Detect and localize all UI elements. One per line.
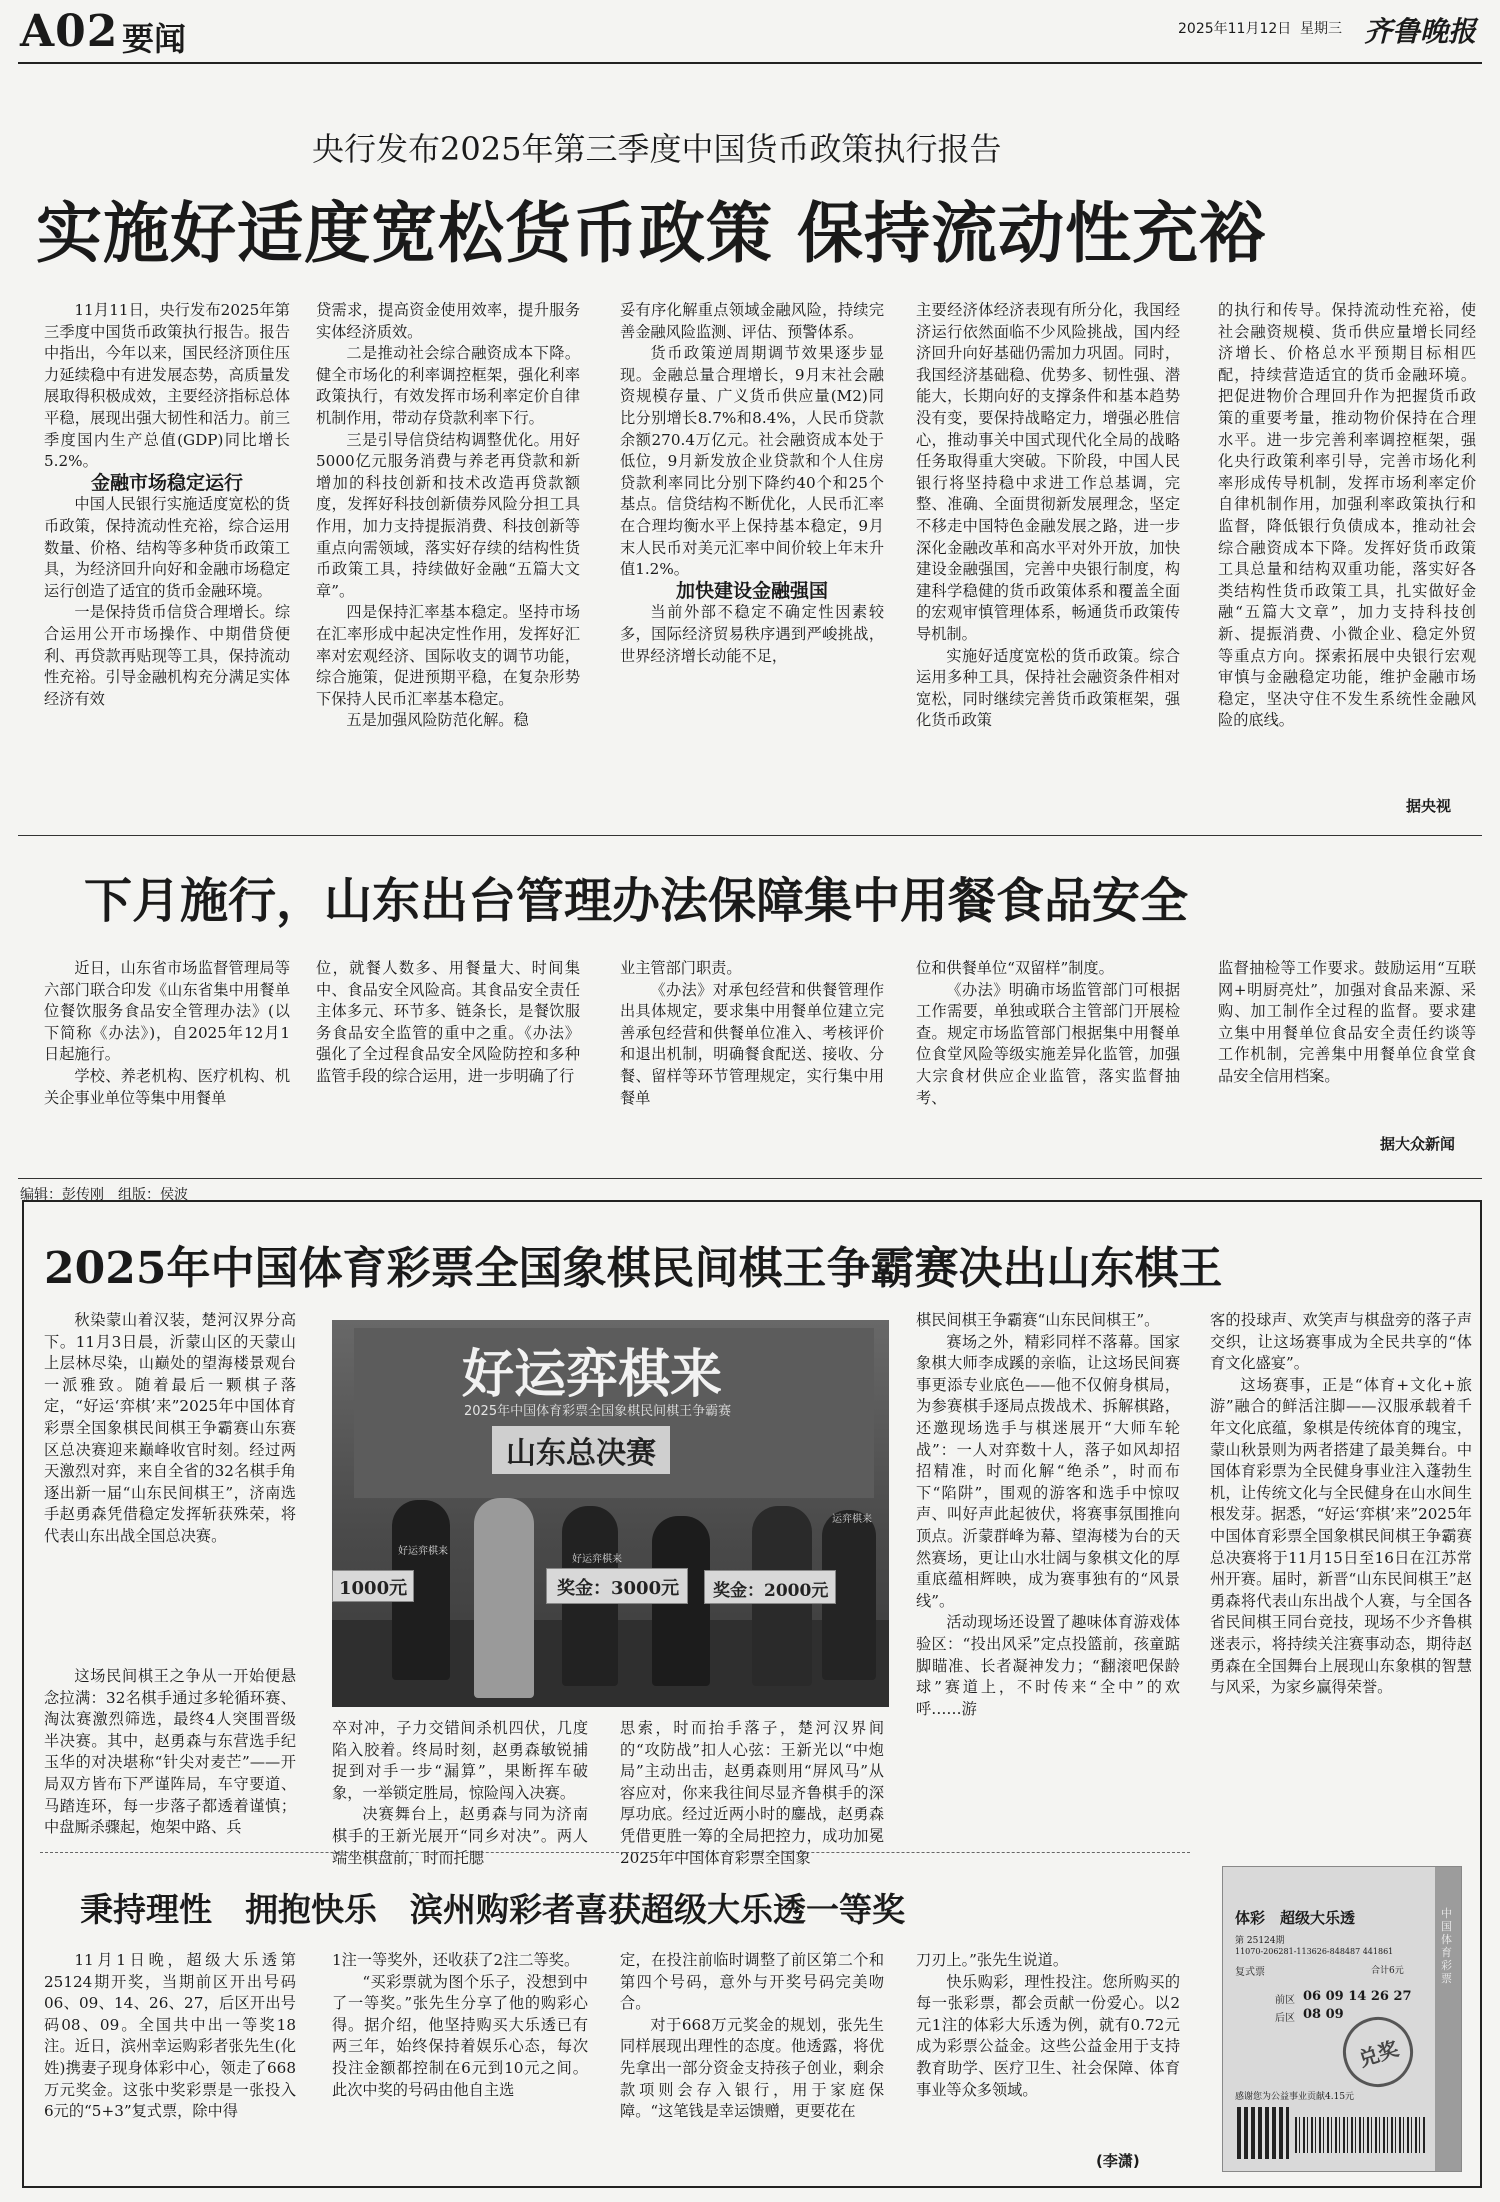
paragraph: 贷需求，提高资金使用效率，提升服务实体经济质效。 (316, 301, 580, 341)
prize-board (332, 1570, 414, 1602)
article1-col4 (916, 300, 1180, 820)
article2-col5 (1218, 958, 1476, 1158)
paragraph: 定，在投注前临时调整了前区第二个和第四个号码，意外与开奖号码完美吻合。 (620, 1951, 884, 2013)
article2-col3 (620, 958, 884, 1158)
paragraph: 棋民间棋王争霸赛“山东民间棋王”。 (916, 1311, 1160, 1329)
article1-col2 (316, 300, 580, 820)
paragraph: 对于668万元奖金的规划，张先生同样展现出理性的态度。他透露，将优先拿出一部分资金支持孩子创业，剩余款项则会存入银行，用于家庭保障。“这笔钱是幸运馈赠，更要花在 (620, 2015, 884, 2121)
paragraph: 赛场之外，精彩同样不落幕。国家象棋大师李成蹊的亲临，让这场民间赛事更添专业底色——他不仅俯身棋局，为参赛棋手逐局点拨战术、拆解棋路，还邀现场选手与棋迷展开“大师车轮战”：一人对弈数十人，落子如风却招招精准，时而化解“绝杀”，时而布下“陷阱”，围观的游客和选手中惊叹声、叫好声此起彼伏，将赛事氛围推向顶点。沂蒙群峰为幕、望海楼为台的天然赛场，更让山水壮阔与象棋文化的厚重底蕴相辉映，成为赛事独有的“风景线”。 (916, 1332, 1180, 1610)
masthead-logo: 齐鲁晚报 (1364, 15, 1477, 48)
sign: 好运弈棋来 (398, 1546, 448, 1557)
ticket-front-numbers: 06 09 14 26 27 (1303, 1989, 1412, 2004)
ticket-stamp-text: 兑奖 (1355, 2036, 1402, 2072)
paragraph: 刀刃上。”张先生说道。 (916, 1951, 1069, 1969)
article3-col1-top (44, 1310, 296, 1666)
article1-headline: 实施好适度宽松货币政策 保持流动性充裕 (36, 194, 1266, 272)
paragraph: 活动现场还设置了趣味体育游戏体验区：“投出风采”定点投篮前，孩童踮脚瞄准、长者凝神发力；“翻滚吧保龄球”赛道上，不时传来“全中”的欢呼……游 (916, 1613, 1180, 1718)
ticket-back-numbers: 08 09 (1303, 2007, 1344, 2022)
paragraph: 快乐购彩，理性投注。您所购买的每一张彩票，都会贡献一份爱心。以2元1注的体彩大乐透为例，就有0.72元成为彩票公益金。这些公益金用于支持教育助学、医疗卫生、社会保障、体育事业等众多领域。 (916, 1972, 1180, 2099)
divider (18, 1178, 1482, 1179)
subheading: 金融市场稳定运行 (90, 471, 243, 494)
article3-col2-bottom (332, 1718, 588, 1867)
paragraph: 1注一等奖外，还收获了2注二等奖。 (332, 1951, 580, 1969)
paragraph: 中国人民银行实施适度宽松的货币政策，保持流动性充裕，综合运用数量、价格、结构等多种货币政策工具，为经济回升向好和金融市场稳定运行创造了适宜的货币金融环境。 (44, 495, 290, 600)
paragraph: 五是加强风险防范化解。稳 (346, 711, 529, 730)
paragraph: 当前外部不稳定不确定性因素较多，国际经济贸易秩序遇到严峻挑战，世界经济增长动能不足， (620, 603, 884, 665)
person (474, 1498, 534, 1698)
banner-subtitle: 2025年中国体育彩票全国象棋民间棋王争霸赛 (464, 1404, 732, 1419)
barcode (1295, 2117, 1425, 2153)
paragraph: 秋染蒙山着汉装，楚河汉界分高下。11月3日晨，沂蒙山区的天蒙山上层林尽染，山巅处的望海楼景观台一派雅致。随着最后一颗棋子落定，“好运‘弈棋’来”2025年中国体育彩票全国象棋民间棋王争霸赛山东赛区总决赛迎来巅峰收官时刻。经过两天激烈对弈，来自全省的32名棋手角逐出新一届“山东民间棋王”，济南选手赵勇森凭借稳定发挥斩获殊荣，将代表山东出战全国总决赛。 (44, 1311, 296, 1545)
paragraph: 位和供餐单位“双留样”制度。 (916, 959, 1114, 977)
ticket-side-text: 中国体育彩票 (1441, 1907, 1452, 1985)
issue-weekday: 星期三 (1300, 21, 1342, 37)
paragraph: 客的投球声、欢笑声与棋盘旁的落子声交织，让这场赛事成为全民共享的“体育文化盛宴”。 (1210, 1311, 1472, 1373)
article4-col1 (44, 1950, 296, 2170)
divider (40, 1852, 1190, 1853)
ticket-name: 体彩 超级大乐透 (1235, 1909, 1356, 1927)
editors-line: 编辑：彭传刚 组版：侯波 (20, 1187, 188, 1203)
paragraph: 学校、养老机构、医疗机构、机关企事业单位等集中用餐单 (44, 1066, 290, 1107)
paragraph: 三是引导信贷结构调整优化。用好5000亿元服务消费与养老再贷款和新增加的科技创新和技术改造再贷款额度，发挥好科技创新债券风险分担工具作用，加力支持提振消费、科技创新等重点向需领域，落实好存续的结构性货币政策工具，持续做好金融“五篇大文章”。 (316, 430, 580, 600)
ticket-period: 第 25124期 (1235, 1936, 1285, 1946)
paragraph: 卒对冲，子力交错间杀机四伏，几度陷入胶着。终局时刻，赵勇森敏锐捕捉到对手一步“漏算”，果断挥车破象，一举锁定胜局，惊险闯入决赛。 (332, 1719, 588, 1802)
paragraph: 思索，时而抬手落子，楚河汉界间的“攻防战”扣人心弦：王新光以“中炮局”主动出击，赵勇森则用“屏风马”从容应对，你来我往间尽显齐鲁棋手的深厚功底。经过近两小时的鏖战，赵勇森凭借更胜一筹的全局把控力，成功加冕2025年中国体育彩票全国象 (620, 1719, 884, 1867)
paragraph: 的执行和传导。保持流动性充裕，使社会融资规模、货币供应量增长同经济增长、价格总水平预期目标相匹配，持续营造适宜的货币金融环境。把促进物价合理回升作为把握货币政策的重要考量，推动物价保持在合理水平。进一步完善利率调控框架，强化央行政策利率引导，完善市场化利率形成传导机制，发挥市场利率定价自律机制作用，加强利率政策执行和监督，降低银行负债成本，推动社会综合融资成本下降。发挥好货币政策工具总量和结构双重功能，落实好各类结构性货币政策工具，扎实做好金融“五篇大文章”，加力支持科技创新、提振消费、小微企业、稳定外贸等重点方向。探索拓展中央银行宏观审慎与金融稳定功能，维护金融市场稳定，坚决守住不发生系统性金融风险的底线。 (1218, 301, 1476, 730)
lottery-ticket (1222, 1866, 1462, 2172)
ticket-side-strip (1435, 1867, 1461, 2171)
divider (18, 835, 1482, 836)
article3-col5 (1210, 1310, 1472, 1838)
article2-col4 (916, 958, 1180, 1158)
article1-credit: 据央视 (1406, 797, 1452, 815)
award-photo (332, 1320, 889, 1707)
article1-col1 (44, 300, 290, 820)
article4-col2 (332, 1950, 588, 2170)
ticket-back-label: 后区 (1275, 2013, 1295, 2024)
banner-title: 好运弈棋来 (462, 1345, 723, 1405)
paragraph: 这场民间棋王之争从一开始便悬念拉满：32名棋手通过多轮循环赛、淘汰赛激烈筛选，最终4人突围晋级半决赛。其中，赵勇森与东营选手纪玉华的对决堪称“针尖对麦芒”——开局双方皆布下严谨阵局，车守要道、马踏连环，每一步落子都透着谨慎；中盘厮杀骤起，炮架中路、兵 (44, 1667, 296, 1837)
banner-stage: 山东总决赛 (492, 1426, 670, 1474)
ticket-amount: 合计6元 (1371, 1966, 1404, 1976)
paragraph: 决赛舞台上，赵勇森与同为济南棋手的王新光展开“同乡对决”。两人端坐棋盘前，时而托腮 (332, 1805, 588, 1867)
article3-col1-bottom (44, 1666, 296, 1838)
section-title: 要闻 (122, 20, 187, 58)
paragraph: 一是保持货币信贷合理增长。综合运用公开市场操作、中期借贷便利、再贷款再贴现等工具，保持流动性充裕。引导金融机构充分满足实体经济有效 (44, 603, 290, 708)
article4-headline: 秉持理性 拥抱快乐 滨州购彩者喜获超级大乐透一等奖 (80, 1890, 905, 1929)
article4-col4 (916, 1950, 1180, 2170)
ticket-front-label: 前区 (1275, 1995, 1295, 2006)
prize-board (546, 1568, 688, 1604)
paragraph: “买彩票就为图个乐子，没想到中了一等奖。”张先生分享了他的购彩心得。据介绍，他坚持购买大乐透已有两三年，始终保持着娱乐心态，每次投注金额都控制在6元到10元之间。此次中奖的号码由他自主选 (332, 1972, 588, 2099)
page-number: A02 (20, 6, 119, 57)
paragraph: 11月1日晚，超级大乐透第25124期开奖，当期前区开出号码06、09、14、26、27，后区开出号码08、09。全国共中出一等奖18注。近日，滨州幸运购彩者张先生(化姓)携妻子现身体彩中心，领走了668万元奖金。这张中奖彩票是一张投入6元的“5+3”复式票，除中得 (44, 1951, 296, 2121)
qr-code (1237, 2107, 1289, 2159)
header-rule (18, 62, 1482, 64)
sign: 好运弈棋来 (572, 1554, 622, 1565)
page-header (0, 0, 1500, 62)
paragraph: 妥有序化解重点领域金融风险，持续完善金融风险监测、评估、预警体系。 (620, 301, 884, 341)
article4-col3 (620, 1950, 884, 2170)
paragraph: 实施好适度宽松的货币政策。综合运用多种工具，保持社会融资条件相对宽松，同时继续完善货币政策框架，强化货币政策 (916, 646, 1180, 730)
article2-credit: 据大众新闻 (1380, 1135, 1456, 1153)
paragraph: 货币政策逆周期调节效果逐步显现。金融总量合理增长，9月末社会融资规模存量、广义货币供应量(M2)同比分别增长8.7%和8.4%，人民币贷款余额270.4万亿元。社会融资成本处于低位，9月新发放企业贷款和个人住房贷款利率同比分别下降约40个和25个基点。信贷结构不断优化，人民币汇率在合理均衡水平上保持基本稳定，9月末人民币对美元汇率中间价较上年末升值1.2%。 (620, 344, 884, 579)
paragraph: 11月11日，央行发布2025年第三季度中国货币政策执行报告。报告中指出，今年以来，国民经济顶住压力延续稳中有进发展态势，高质量发展取得积极成效，主要经济指标总体平稳，展现出强大韧性和活力。前三季度国内生产总值(GDP)同比增长5.2%。 (44, 301, 290, 471)
issue-date: 2025年11月12日 (1178, 21, 1292, 37)
article1-kicker: 央行发布2025年第三季度中国货币政策执行报告 (312, 130, 1002, 168)
article2-col1 (44, 958, 290, 1158)
ticket-serial: 11070-206281-113626-848487 441861 (1235, 1947, 1394, 1956)
prize-board (704, 1570, 836, 1604)
paragraph: 近日，山东省市场监督管理局等六部门联合印发《山东省集中用餐单位餐饮服务食品安全管理办法》(以下简称《办法》)，自2025年12月1日起施行。 (44, 959, 290, 1064)
article4-credit: (李潇) (1096, 2152, 1140, 2170)
article3-col4 (916, 1310, 1180, 1838)
paragraph: 《办法》对承包经营和供餐管理作出具体规定，要求集中用餐单位建立完善承包经营和供餐单位准入、考核评价和退出机制，明确餐食配送、接收、分餐、留样等环节管理规定，实行集中用餐单 (620, 980, 884, 1107)
article3-col3-bottom (620, 1718, 884, 1867)
paragraph: 业主管部门职责。 (620, 959, 742, 977)
subheading: 加快建设金融强国 (675, 579, 828, 602)
prize-amount: 奖金：3000元 (557, 1578, 680, 1599)
prize-amount: 1000元 (339, 1578, 408, 1599)
paragraph: 这场赛事，正是“体育+文化+旅游”融合的鲜活注脚——汉服承载着千年文化底蕴，象棋是传统体育的瑰宝，蒙山秋景则为两者搭建了最美舞台。中国体育彩票为全民健身事业注入蓬勃生机，让传统文化与全民健身在山水间生根发芽。据悉，“好运‘弈棋’来”2025年中国体育彩票全国象棋民间棋王争霸赛总决赛将于11月15日至16日在江苏常州开赛。届时，新晋“山东民间棋王”赵勇森将代表山东出战个人赛，与全国各省民间棋王同台竞技，现场不少齐鲁棋迷表示，将持续关注赛事动态，期待赵勇森在全国舞台上展现山东象棋的智慧与风采，为家乡赢得荣誉。 (1210, 1375, 1472, 1697)
article1-col5 (1218, 300, 1476, 820)
article2-headline: 下月施行，山东出台管理办法保障集中用餐食品安全 (84, 873, 1189, 929)
article2-col2 (316, 958, 580, 1158)
ticket-footer: 感谢您为公益事业贡献4.15元 (1235, 2092, 1355, 2102)
paragraph: 监督抽检等工作要求。鼓励运用“互联网+明厨亮灶”，加强对食品来源、采购、加工制作全过程的监督。要求建立集中用餐单位食品安全责任约谈等工作机制，完善集中用餐单位食堂食品安全信用档案。 (1218, 959, 1476, 1085)
paragraph: 位，就餐人数多、用餐量大、时间集中、食品安全风险高。其食品安全责任主体多元、环节多、链条长，是餐饮服务食品安全监管的重中之重。《办法》强化了全过程食品安全风险防控和多种监管手段的综合运用，进一步明确了行 (316, 959, 580, 1085)
paragraph: 四是保持汇率基本稳定。坚持市场在汇率形成中起决定性作用，发挥好汇率对宏观经济、国际收支的调节功能，综合施策，促进预期平稳，在复杂形势下保持人民币汇率基本稳定。 (316, 603, 580, 708)
paragraph: 二是推动社会综合融资成本下降。健全市场化的利率调控框架，强化利率政策执行，有效发挥市场利率定价自律机制作用，带动存贷款利率下行。 (316, 344, 580, 427)
ticket-type: 复式票 (1235, 1967, 1265, 1978)
article1-col3 (620, 300, 884, 820)
article3-headline: 2025年中国体育彩票全国象棋民间棋王争霸赛决出山东棋王 (44, 1243, 1223, 1294)
paragraph: 《办法》明确市场监管部门可根据工作需要，单独或联合主管部门开展检查。规定市场监管部门根据集中用餐单位食堂风险等级实施差异化监管，加强大宗食材供应企业监管，落实监督抽考、 (916, 980, 1180, 1107)
sign: 运弈棋来 (832, 1514, 872, 1525)
prize-amount: 奖金：2000元 (713, 1581, 829, 1601)
paragraph: 主要经济体经济表现有所分化，我国经济运行依然面临不少风险挑战，国内经济回升向好基础仍需加力巩固。同时，我国经济基础稳、优势多、韧性强、潜能大，长期向好的支撑条件和基本趋势没有变，要保持战略定力，增强必胜信心，推动事关中国式现代化全局的战略任务取得重大突破。下阶段，中国人民银行将坚持稳中求进工作总基调，完整、准确、全面贯彻新发展理念，坚定不移走中国特色金融发展之路，进一步深化金融改革和高水平对外开放，加快建设金融强国，完善中央银行制度，构建科学稳健的货币政策体系和覆盖全面的宏观审慎管理体系，畅通货币政策传导机制。 (916, 301, 1180, 643)
ticket-stamp (1334, 2008, 1422, 2096)
